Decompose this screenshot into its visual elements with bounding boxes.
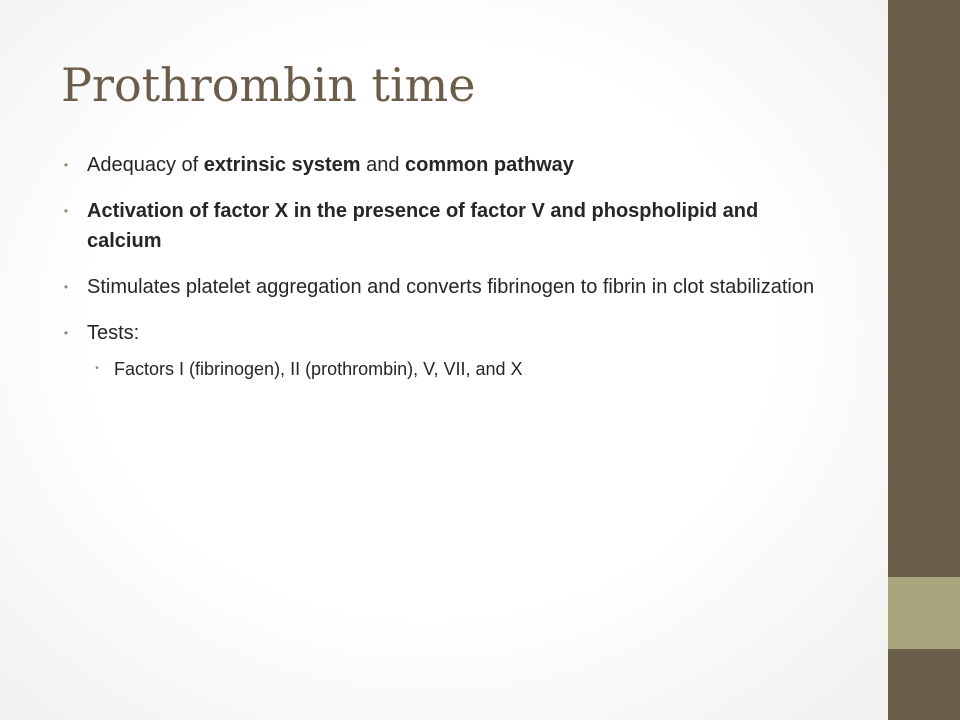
sub-bullet-text: Factors I (fibrinogen), II (prothrombin), V, VII, and X (114, 359, 523, 379)
bullet-item (61, 318, 821, 382)
bullet-text: Tests: (87, 322, 140, 344)
bullet-dot-icon: • (95, 363, 99, 374)
bullet-dot-icon: • (63, 280, 69, 294)
bullet-text (87, 154, 574, 176)
slide-body (61, 150, 821, 398)
text-segment-bold: common pathway (405, 154, 574, 176)
sub-bullet-item (87, 356, 821, 382)
bullet-dot-icon: • (63, 204, 69, 218)
bullet-list (61, 150, 821, 382)
bullet-dot-icon: • (63, 158, 69, 172)
bullet-item (61, 272, 821, 302)
text-segment: Adequacy of (87, 154, 204, 176)
bullet-item (61, 150, 821, 180)
bullet-item (61, 196, 821, 256)
text-segment: and (360, 154, 405, 176)
text-segment-bold: extrinsic system (203, 154, 361, 176)
sub-bullet-list (87, 356, 821, 382)
slide-title: Prothrombin time (61, 58, 476, 112)
bullet-text: Stimulates platelet aggregation and converts fibrinogen to fibrin in clot stabilization (87, 276, 815, 298)
bullet-dot-icon: • (63, 326, 69, 340)
side-decoration-accent-square (888, 577, 960, 649)
bullet-text: Activation of factor X in the presence of factor V and phospholipid and calcium (87, 200, 759, 252)
